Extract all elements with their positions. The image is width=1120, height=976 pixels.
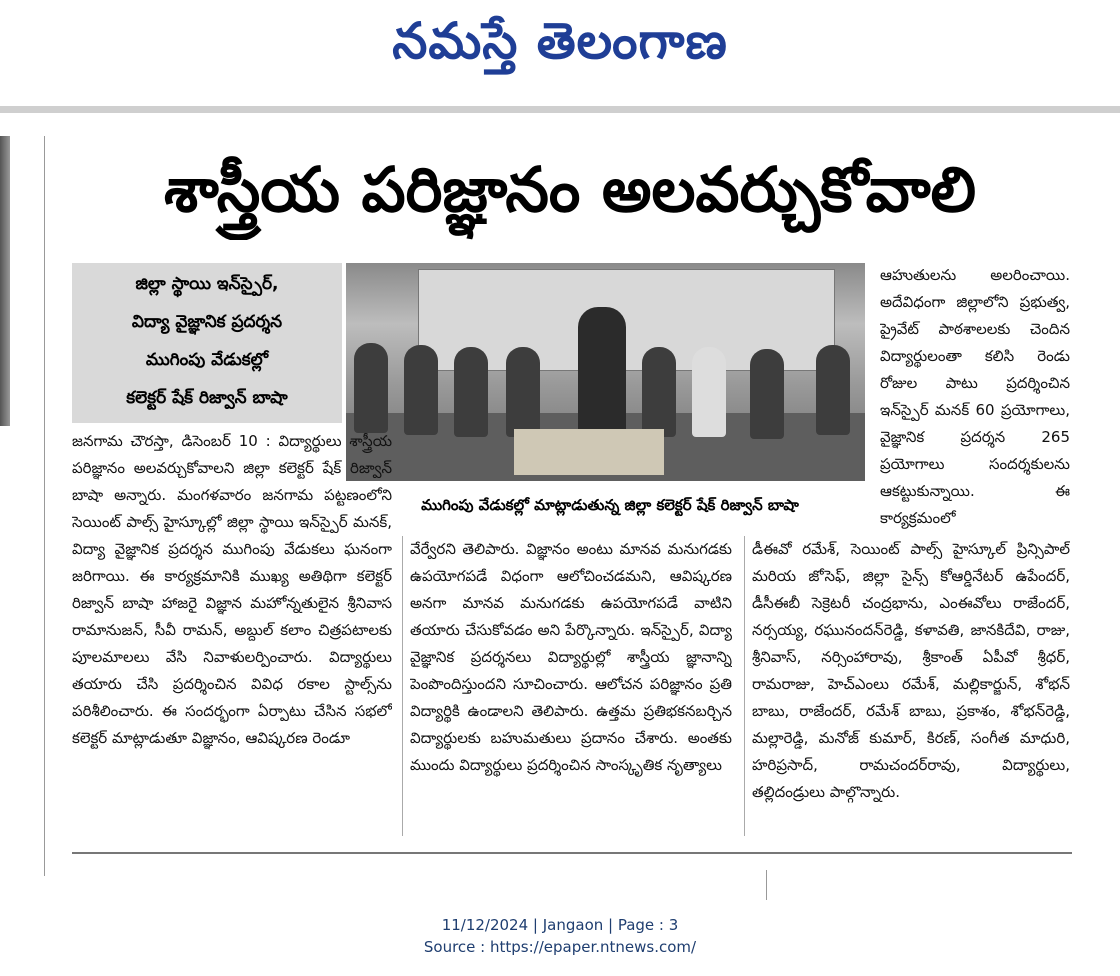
speaker-figure: [578, 307, 626, 437]
column-text: ఆహుతులను అలరించాయి. అదేవిధంగా జిల్లాలోని ప్రభుత్వ, ప్రైవేట్ పాఠశాలలకు చెందిన విద్యార్థులంతా కలిసి రెండు రోజుల పాటు ప్రదర్శించిన ఇన్‌స్పైర్ మనక్ 60 ప్రయోగాలు, వైజ్ఞానిక ప్రదర్శన 265 ప్రయోగాలు సందర్శకులను ఆకట్టుకున్నాయి. ఈ కార్యక్రమంలో: [880, 266, 1070, 527]
article-headline: శాస్త్రీయ పరిజ్ఞానం అలవర్చుకోవాలి: [163, 153, 977, 226]
article-column-2: [410, 536, 732, 836]
subheadline-line: కలెక్టర్ షేక్ రిజ్వాన్ బాషా: [126, 388, 288, 408]
column-divider: [744, 536, 745, 836]
column-divider: [766, 870, 767, 900]
source-link[interactable]: Source : https://epaper.ntnews.com/: [423, 938, 697, 956]
article-column-1: [72, 428, 392, 838]
seated-guest: [506, 347, 540, 437]
article-photo: [346, 263, 865, 481]
adjacent-article-photo-fragment: [0, 136, 10, 426]
column-text: డీఈవో రమేశ్, సెయింట్ పాల్స్ హైస్కూల్ ప్రిన్సిపాల్ మరియ జోసెఫ్, జిల్లా సైన్స్ కోఆర్డినేటర్ ఉపేందర్, డీసీఈబీ సెక్రెటరీ చంద్రభాను, ఎంఈవోలు రాజేందర్, నర్సయ్య, రఘునందన్‌రెడ్డి, కళావతి, జానకిదేవి, రాజు, శ్రీనివాస్, నర్సింహారావు, శ్రీకాంత్ ఏపీవో శ్రీధర్, రామరాజు, హెచ్ఎంలు రమేశ్, మల్లికార్జున్, శోభన్ బాబు, రాజేందర్, రమేశ్ బాబు, ప్రకాశం, శోభన్‌రెడ్డి, మల్లారెడ్డి, మనోజ్ కుమార్, కిరణ్, సంగీత మాధురి, హరిప్రసాద్, రామచందర్‌రావు, విద్యార్థులు, తల్లిదండ్రులు పాల్గొన్నారు.: [752, 540, 1070, 801]
photo-caption: ముగింపు వేడుకల్లో మాట్లాడుతున్న జిల్లా కలెక్టర్ షేక్ రిజ్వాన్ బాషా: [421, 496, 799, 514]
stage-table: [514, 429, 664, 475]
newspaper-logo: నమస్తే తెలంగాణ: [392, 12, 728, 70]
page-footer: [0, 908, 1120, 976]
seated-guest: [642, 347, 676, 437]
seated-guest: [404, 345, 438, 435]
seated-guest: [750, 349, 784, 439]
seated-guest: [454, 347, 488, 437]
seated-guest: [816, 345, 850, 435]
seated-guest: [692, 347, 726, 437]
article-bottom-rule: [72, 852, 1072, 854]
seated-guest: [354, 343, 388, 433]
column-divider: [44, 136, 45, 876]
column-text: జనగామ చౌరస్తా, డిసెంబర్ 10 : విద్యార్థులు శాస్త్రీయ పరిజ్ఞానం అలవర్చుకోవాలని జిల్లా కలెక్టర్ షేక్ రిజ్వాన్ బాషా అన్నారు. మంగళవారం జనగామ పట్టణంలోని సెయింట్ పాల్స్ హైస్కూల్లో జిల్లా స్థాయి ఇన్‌స్పైర్ మనక్, విద్యా వైజ్ఞానిక ప్రదర్శన ముగింపు వేడుకలు ఘనంగా జరిగాయి. ఈ కార్యక్రమానికి ముఖ్య అతిథిగా కలెక్టర్ రిజ్వాన్ బాషా హాజరై విజ్ఞాన మహోన్నతులైన శ్రీనివాస రామానుజన్, సీవీ రామన్, అబ్దుల్ కలాం చిత్రపటాలకు పూలమాలలు వేసి నివాళులర్పించారు. విద్యార్థులు తయారు చేసి ప్రదర్శించిన వివిధ రకాల స్టాల్స్‌ను పరిశీలించారు. ఈ సందర్భంగా ఏర్పాటు చేసిన సభలో కలెక్టర్ మాట్లాడుతూ విజ్ఞానం, ఆవిష్కరణ రెండూ: [72, 432, 392, 747]
masthead-rule: [0, 106, 1120, 113]
subheadline-line: విద్యా వైజ్ఞానిక ప్రదర్శన: [131, 312, 283, 332]
article-column-3-bottom: [752, 536, 1070, 836]
masthead: [0, 0, 1120, 100]
subheadline-line: ముగింపు వేడుకల్లో: [145, 350, 269, 370]
subheadline-line: జిల్లా స్థాయి ఇన్‌స్పైర్,: [135, 274, 279, 294]
edition-info: 11/12/2024 | Jangaon | Page : 3: [441, 916, 679, 934]
column-text: వేర్వేరని తెలిపారు. విజ్ఞానం అంటు మానవ మనుగడకు ఉపయోగపడే విధంగా ఆలోచించడమని, ఆవిష్కరణ అనగా మానవ మనుగడకు ఉపయోగపడే వాటిని తయారు చేసుకోవడం అని పేర్కొన్నారు. ఇన్‌స్పైర్, విద్యా వైజ్ఞానిక ప్రదర్శనలు విద్యార్థుల్లో శాస్త్రీయ జ్ఞానాన్ని పెంపొందిస్తుందని సూచించారు. ఆలోచన పరిజ్ఞానం ప్రతి విద్యార్థికి ఉండాలని తెలిపారు. ఉత్తమ ప్రతిభకనబర్చిన విద్యార్థులకు బహుమతులు ప్రదానం చేశారు. అంతకు ముందు విద్యార్థులు ప్రదర్శించిన సాంస్కృతిక నృత్యాలు: [410, 540, 732, 774]
subheadline-box: [72, 263, 342, 423]
article-column-3-top: [880, 262, 1070, 532]
column-divider: [402, 536, 403, 836]
